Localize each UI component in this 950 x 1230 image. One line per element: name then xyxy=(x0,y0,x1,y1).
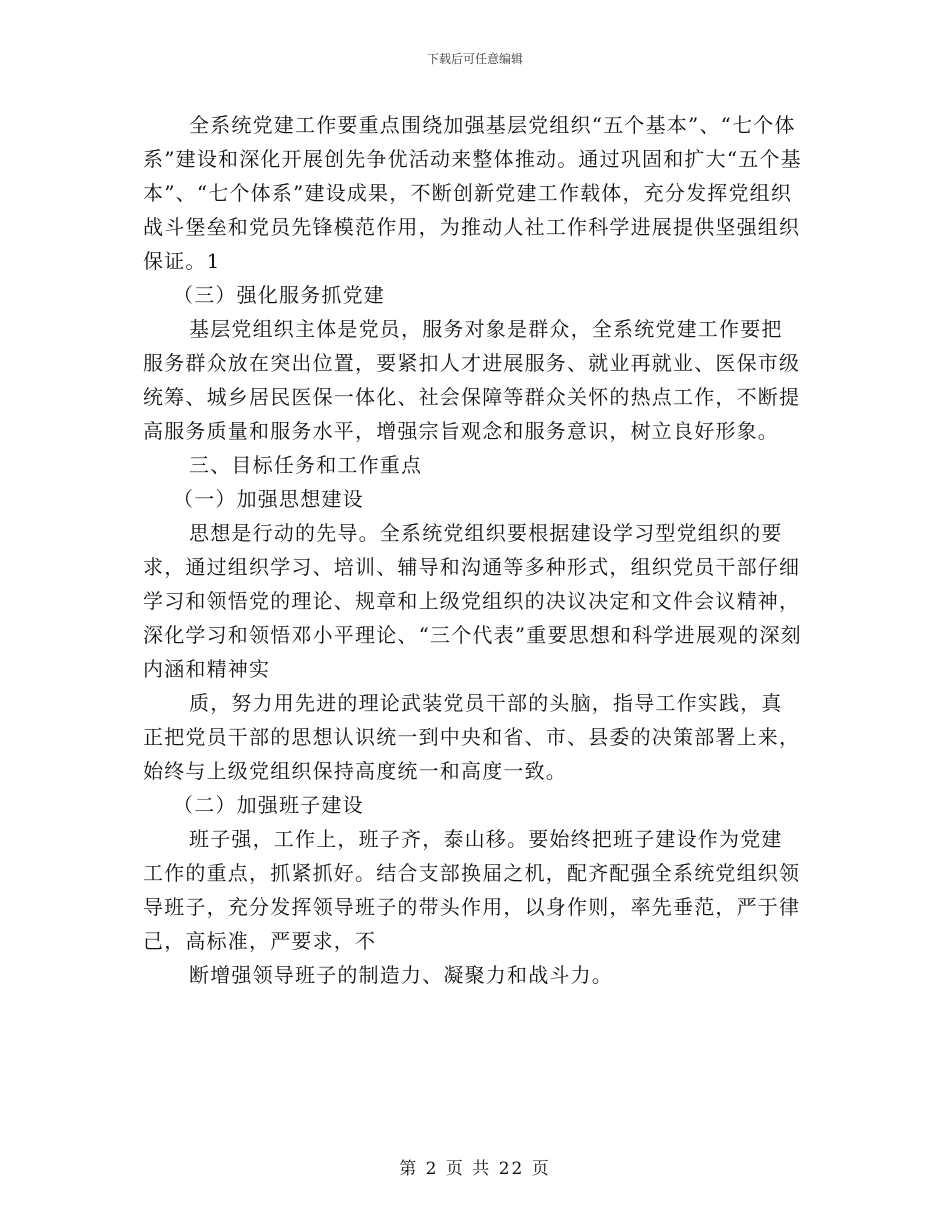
section-subheading: （一）加强思想建设 xyxy=(173,487,364,511)
paragraph: 思想是行动的先导。全系统党组织要根据建设学习型党组织的要求，通过组织学习、培训、辅导和沟通等多种形式，组织党员干部仔细学习和领悟党的理论、规章和上级党组织的决议决定和文件会议精神，深化学习和领悟邓小平理论、“三个代表”重要思想和科学进展观的深刻内涵和精神实 xyxy=(143,521,802,681)
paragraph: 班子强，工作上，班子齐，泰山移。要始终把班子建设作为党建工作的重点，抓紧抓好。结合支部换届之机，配齐配强全系统党组织领导班子，充分发挥领导班子的带头作用，以身作则，率先垂范，严于律己，高标准，严要求，不 xyxy=(143,827,801,953)
paragraph: 全系统党建工作要重点围绕加强基层党组织“五个基本”、“七个体系”建设和深化开展创先争优活动来整体推动。通过巩固和扩大“五个基本”、“七个体系”建设成果，不断创新党建工作载体，充分发挥党组织战斗堡垒和党员先锋模范作用，为推动人社工作科学进展提供坚强组织保证。1 xyxy=(143,113,802,273)
paragraph: 质，努力用先进的理论武装党员干部的头脑，指导工作实践，真正把党员干部的思想认识统一到中央和省、市、县委的决策部署上来，始终与上级党组织保持高度统一和高度一致。 xyxy=(143,691,801,783)
paragraph: 基层党组织主体是党员，服务对象是群众，全系统党建工作要把服务群众放在突出位置，要紧扣人才进展服务、就业再就业、医保市级统筹、城乡居民医保一体化、社会保障等群众关怀的热点工作，不断提高服务质量和服务水平，增强宗旨观念和服务意识，树立良好形象。 xyxy=(143,317,801,443)
section-subheading: （三）强化服务抓党建 xyxy=(173,283,385,307)
document-body xyxy=(143,108,803,992)
page-number-footer: 第 2 页 共 22 页 xyxy=(399,1159,551,1179)
paragraph: 断增强领导班子的制造力、凝聚力和战斗力。 xyxy=(189,963,613,987)
page-header: 下载后可任意编辑 xyxy=(426,52,523,66)
section-heading: 三、目标任务和工作重点 xyxy=(189,453,423,477)
section-subheading: （二）加强班子建设 xyxy=(173,793,364,817)
